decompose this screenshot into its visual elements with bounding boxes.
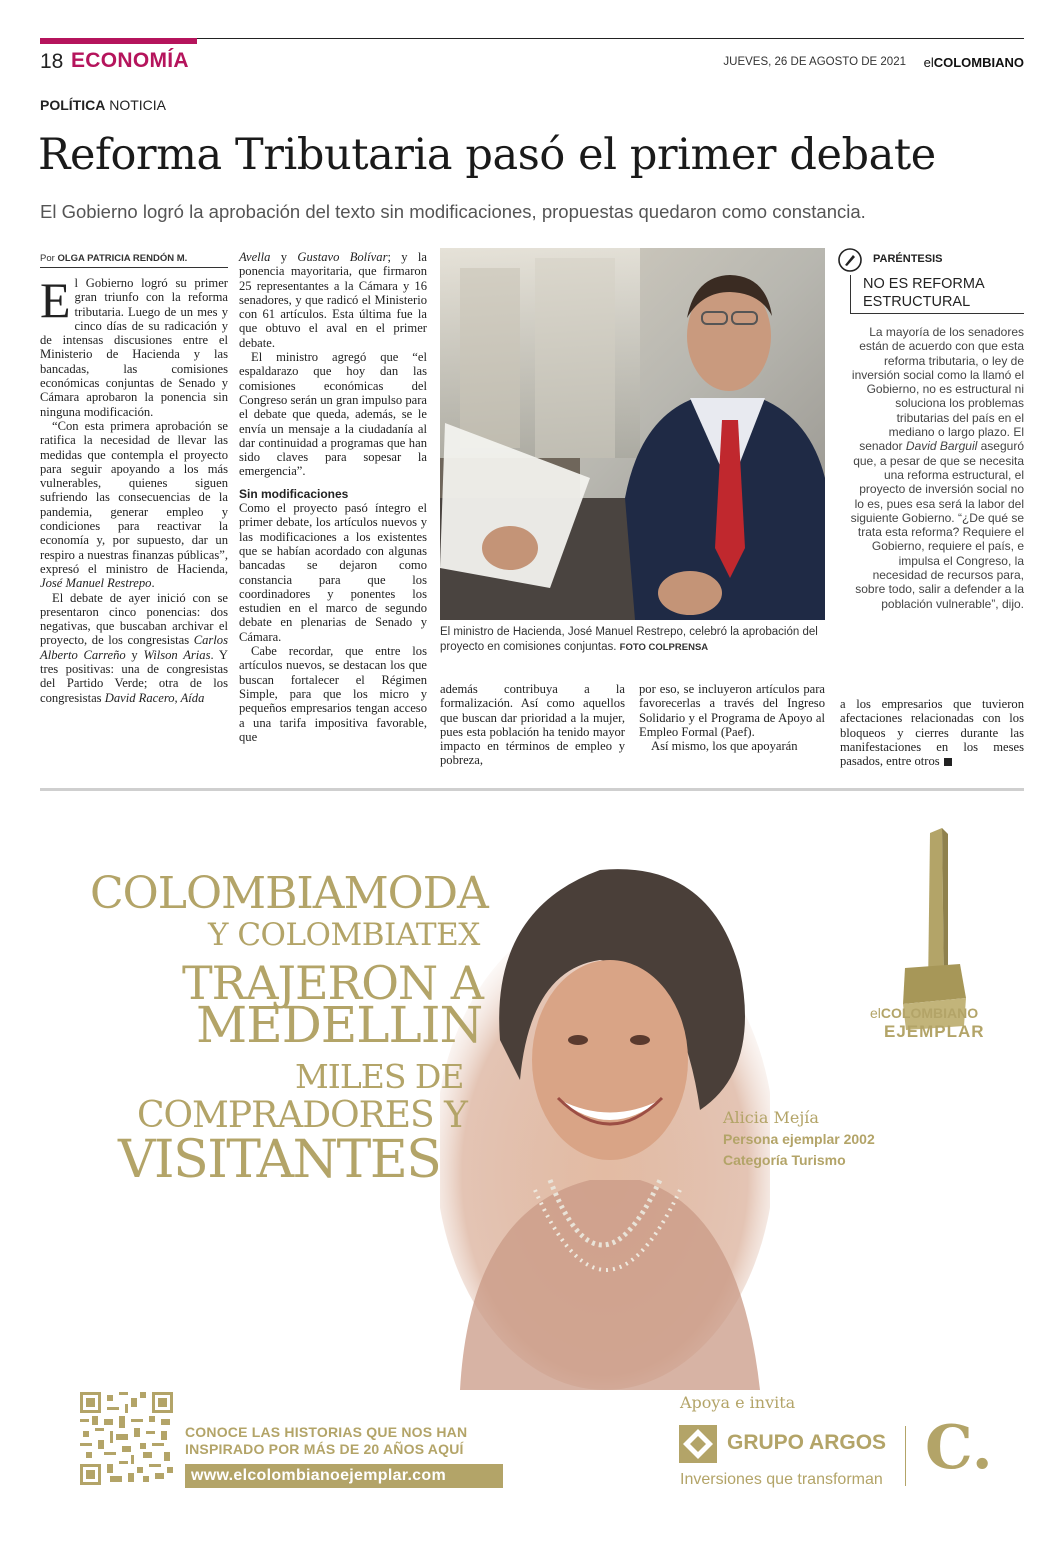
photo-credit: FOTO COLPRENSA (619, 642, 709, 653)
ad-cta (185, 1424, 467, 1458)
brand-name: COLOMBIANO (933, 55, 1024, 70)
masthead-brand (924, 55, 1024, 70)
trophy-icon (900, 828, 970, 1030)
article-paragraph (239, 250, 427, 350)
article-column-5 (840, 697, 1024, 768)
kicker-type: NOTICIA (109, 97, 167, 113)
sponsor-divider (905, 1426, 906, 1486)
article-column-1 (40, 272, 228, 705)
article-headline: Reforma Tributaria pasó el primer debate (38, 130, 936, 180)
paragraph-text: y (280, 250, 288, 264)
article-ad-divider (40, 788, 1024, 791)
paragraph-text: ; y la ponencia mayoritaria, que firmaron 25 representantes a la Cámara y 16 senadores, y que radicó el Ministerio con 61 artículos. Esta última fue la que obtuvo el aval en el primer debate. (239, 250, 427, 350)
article-paragraph: Así mismo, los que apoyarán (651, 739, 798, 754)
congress-name: Wilson Arias (143, 647, 211, 662)
article-paragraph (840, 697, 1024, 768)
paragraph-text: l Gobierno logró su primer gran triunfo con la reforma tributaria. Luego de un mes y cinco días de su radicación y de intensas discusiones entre el Ministerio de Hacienda y las bancadas, las comisiones económicas conjuntas de Senado y Cámara aprobaron la ponencia sin ninguna modificación. (40, 276, 228, 419)
ad-person-category: Categoría Turismo (723, 1152, 846, 1168)
ad-cta-line: INSPIRADO POR MÁS DE 20 AÑOS AQUÍ (185, 1441, 464, 1457)
paragraph-text: “Con esta primera aprobación se ratifica la necesidad de llevar las medidas que contempla el proyecto para seguir apoyando a los más vulnerables, quienes siguen sufriendo las consecuencias de la pandemia, generar empleo y condiciones para reactivar la economía y, por supuesto, dar un respiro a nuestras finanzas públicas”, expresó el ministro de Hacienda, (40, 418, 228, 576)
article-column-4 (639, 682, 825, 753)
sponsor-name: GRUPO ARGOS (727, 1431, 887, 1454)
qr-code-icon[interactable] (80, 1392, 173, 1485)
sidebar-text: aseguró que, a pesar de que se necesita una reforma estructural, el proyecto de inversión social no lo es, pues esa será la labor del siguiente Gobierno. “¿De qué se trata esta reforma? Requiere el Gobierno, requiere el país, e impulsa el Congreso, la necesidad de recursos para, sobre todo, salir a defender a la población vulnerable”, dijo. (850, 439, 1024, 611)
sidebar-rule-horizontal (850, 313, 1024, 314)
article-kicker (40, 97, 166, 113)
byline-prefix: Por (40, 253, 55, 264)
article-paragraph: por eso, se incluyeron artículos para favorecerlas a través del Ingreso Solidario y el Programa de Apoyo al Empleo Formal (Paef). (639, 682, 825, 739)
paragraph-text: y (131, 647, 138, 662)
congress-name: Gustavo Bolívar (297, 250, 388, 264)
congress-name: Avella (239, 250, 271, 264)
sponsor-intro: Apoya e invita (680, 1393, 796, 1412)
ad-headline-line: VISITANTES (118, 1130, 441, 1190)
issue-date: JUEVES, 26 DE AGOSTO DE 2021 (723, 56, 906, 68)
parentesis-icon (838, 248, 862, 272)
byline (40, 253, 228, 268)
paragraph-text: . Y tres positivas: una de congresistas del Partido Verde; otra de los congresistas (40, 647, 228, 705)
article-subhead: Sin modificaciones (239, 486, 349, 501)
article-paragraph (40, 591, 228, 705)
sidebar-label: PARÉNTESIS (873, 253, 943, 265)
end-mark-icon (944, 758, 952, 766)
sidebar-title (863, 275, 985, 311)
ad-portrait (440, 850, 770, 1390)
drop-cap: E (40, 272, 71, 328)
brand-prefix: el (923, 55, 934, 70)
photo-caption (440, 625, 825, 655)
article-column-2 (239, 250, 427, 744)
c-logo: C. (925, 1413, 993, 1483)
ad-brand-name: COLOMBIANO (880, 1005, 979, 1021)
article-paragraph: además contribuya a la formalización. Así como aquellos que buscan dar prioridad a la mujer, pues esta población ha tenido mayor impacto en términos de empleo y pobreza, (440, 682, 625, 768)
page-number: 18 (40, 50, 64, 73)
paragraph-text: El debate de ayer inició con se presentaron cinco ponencias: dos negativas, que buscaban archivar el proyecto, de los congresistas (40, 590, 228, 648)
senator-name: David Barguil (905, 439, 978, 454)
minister-photo (440, 248, 825, 620)
congress-name: David Racero, Aída (104, 690, 205, 705)
article-paragraph: El ministro agregó que “el espaldarazo que hoy dan las comisiones económicas del Congreso serán un gran impulso para el debate que queda, además, se le envía un mensaje a la ciudadanía al dar continuidad a programas que han sido claves para sopesar la emergencia”. (239, 350, 427, 479)
sidebar-text: La mayoría de los senadores están de acuerdo con que esta reforma tributaria, o ley de inversión social como la llamó el Gobierno, no es estructural ni soluciona los problemas tributarias del país en el mediano o largo plazo. El senador (851, 325, 1024, 454)
kicker-category: POLÍTICA (40, 97, 106, 113)
sidebar-title-line: NO ES REFORMA (863, 276, 985, 292)
caption-text: El ministro de Hacienda, José Manuel Restrepo, celebró la aprobación del proyecto en comisiones conjuntas. (440, 626, 818, 653)
sidebar-body (850, 325, 1024, 611)
ad-headline-line: Y COLOMBIATEX (208, 917, 480, 953)
ad-url-link[interactable]: www.elcolombianoejemplar.com (185, 1464, 503, 1488)
ad-cta-line: CONOCE LAS HISTORIAS QUE NOS HAN (185, 1424, 468, 1440)
section-accent-bar (40, 38, 197, 44)
section-name: ECONOMÍA (71, 49, 189, 72)
article-paragraph (40, 272, 228, 419)
article-paragraph: “Con esta primera aprobación se ratifica la necesidad de llevar las medidas que contempla el proyecto para seguir apoyando a los más vulnerables, quienes siguen sufriendo las consecuencias de la pandemia, generar empleo y condiciones para reactivar la economía y, por supuesto, dar un respiro a nuestras finanzas públicas”, expresó el ministro de Hacienda, José Manuel Restrepo. (40, 418, 228, 591)
ad-headline-line: COMPRADORES Y (137, 1095, 467, 1136)
ad-headline-line: MEDELLIN (196, 996, 483, 1054)
grupo-argos-logo-icon (679, 1425, 717, 1463)
ad-brand-logo (870, 1005, 978, 1021)
ad-person-name: Alicia Mejía (723, 1108, 819, 1127)
sidebar-rule-vertical (850, 275, 851, 314)
ad-headline-line: MILES DE (295, 1057, 464, 1096)
ad-brand-sub: EJEMPLAR (884, 1022, 985, 1041)
paragraph-text: a los empresarios que tuvieron afectaciones relacionadas con los bloqueos y cierres durante las manifestaciones en los meses pasados, entre otros (840, 697, 1024, 769)
congress-name: Carlos Alberto Carreño (40, 633, 228, 662)
ad-person-role: Persona ejemplar 2002 (723, 1131, 875, 1147)
ad-headline-line: COLOMBIAMODA (90, 868, 488, 919)
minister-name: José Manuel Restrepo (40, 576, 152, 591)
byline-author: OLGA PATRICIA RENDÓN M. (57, 253, 188, 264)
ad-headline-line: TRAJERON A (182, 956, 483, 1010)
article-deck: El Gobierno logró la aprobación del texto sin modificaciones, propuestas quedaron como constancia. (40, 201, 866, 222)
sponsor-tagline: Inversiones que transforman (680, 1471, 883, 1488)
article-paragraph: Como el proyecto pasó íntegro el primer debate, los artículos nuevos y las modificaciones a los existentes que se habían acordado con algunas bancadas se dejaron como constancia para que los coordinadores y ponentes los estudien en el marco de segundo debate en plenarias de Senado y Cámara. (239, 501, 427, 644)
ad-brand-prefix: el (870, 1005, 881, 1021)
article-column-3 (440, 682, 625, 768)
article-paragraph: Cabe recordar, que entre los artículos nuevos, se destacan los que buscan fortalecer el Régimen Simple, para que los micro y pequeños empresarios tengan acceso a una tarifa impositiva favorable, que (239, 644, 427, 744)
sidebar-title-line: ESTRUCTURAL (863, 294, 971, 310)
